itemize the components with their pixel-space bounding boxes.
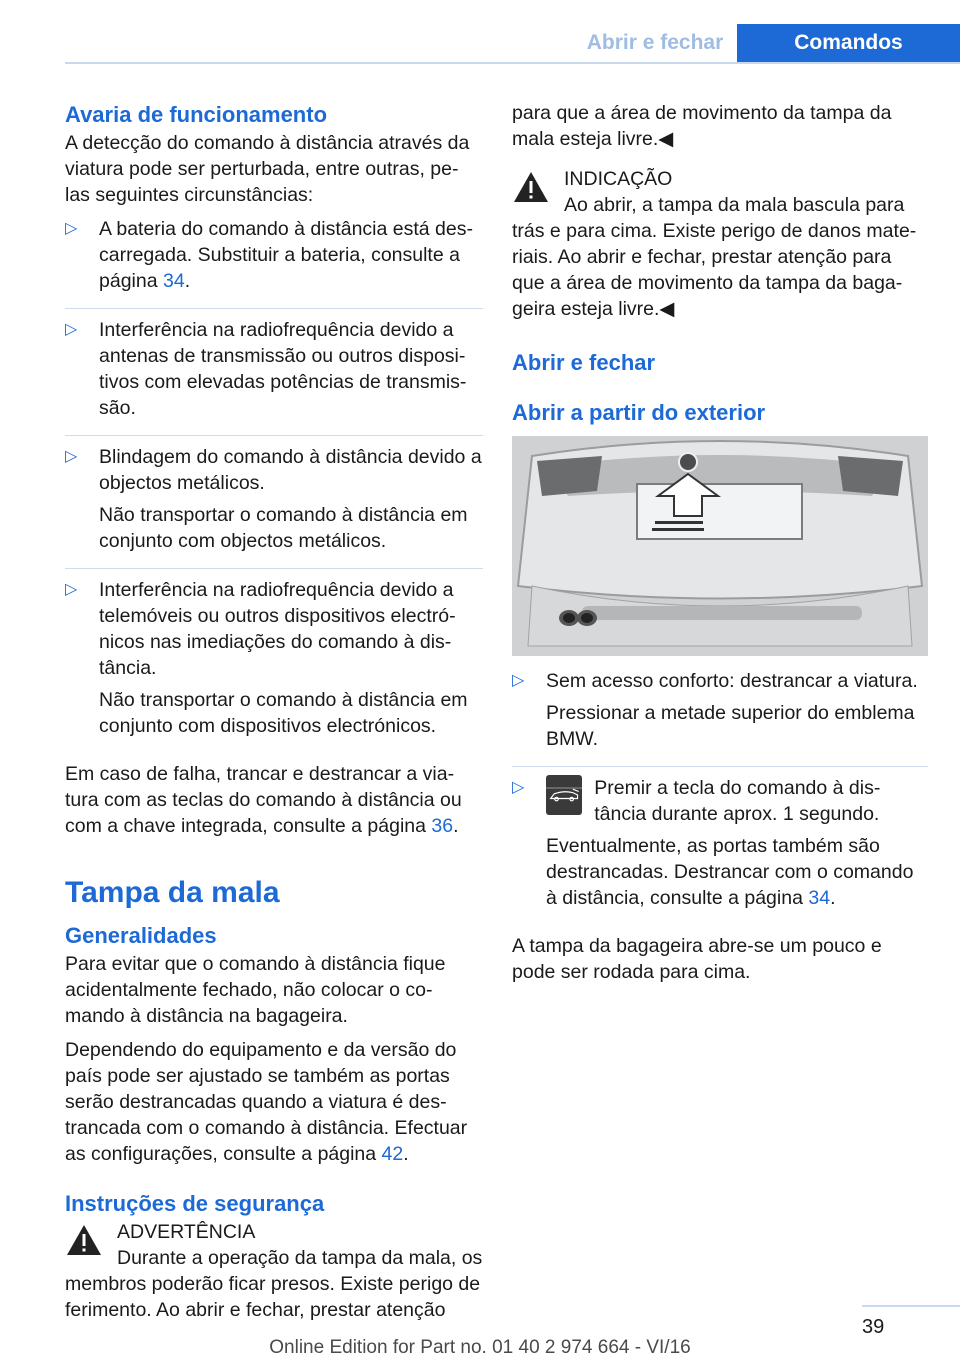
triangle-bullet-icon: ▷ [65, 321, 78, 338]
warning-box [65, 1219, 483, 1323]
warning-triangle-icon [512, 170, 550, 204]
page-link[interactable]: 34 [808, 887, 831, 909]
list-item: ▷ Interferência na radiofrequência devido a antenas de transmissão ou outros disposi-tivos com elevadas potências de transmis-são. [65, 317, 483, 436]
car-trunk-key-icon [546, 775, 582, 815]
car-trunk-photo [512, 436, 928, 656]
header-rule [65, 62, 960, 64]
warning-triangle-icon [65, 1223, 103, 1257]
footer-edition: Online Edition for Part no. 01 40 2 974 664 - VI/16 [269, 1337, 691, 1358]
opening-list [512, 668, 928, 925]
list-item: ▷ Blindagem do comando à distância devido a objectos metálicos. Não transportar o comando à distância em conjunto com objectos metálicos. [65, 444, 483, 569]
page-number: 39 [862, 1316, 885, 1338]
heading-seguranca: Instruções de segurança [65, 1191, 325, 1216]
note-title: INDICAÇÃO [564, 168, 673, 190]
tab-chapter[interactable]: Comandos [737, 24, 960, 62]
warning-text: Durante a operação da tampa da mala, os membros poderão ficar presos. Existe perigo de ferimento. Ao abrir e fechar, prestar atenção [65, 1247, 483, 1321]
paragraph-generalidades-2: Dependendo do equipamento e da versão do país pode ser ajustado se também as portas serão destrancadas quando a viatura é des-trancada com o comando à distância. Efectuar as configurações, consulte a página 42. [65, 1039, 468, 1165]
page-link[interactable]: 42 [381, 1143, 404, 1165]
list-item: ▷ A bateria do comando à distância está des-carregada. Substituir a bateria, consulte a página 34. [65, 216, 483, 309]
heading-avaria: Avaria de funcionamento [65, 102, 328, 127]
paragraph-falha: Em caso de falha, trancar e destrancar a via-tura com as teclas do comando à distância ou com a chave integrada, consulte a página 36. [65, 763, 462, 837]
note-box [512, 166, 928, 322]
triangle-bullet-icon: ▷ [65, 220, 78, 237]
triangle-bullet-icon: ▷ [512, 779, 525, 796]
tab-section[interactable]: Abrir e fechar [586, 31, 724, 54]
avaria-list [65, 216, 483, 753]
heading-tampa: Tampa da mala [65, 876, 280, 909]
triangle-bullet-icon: ▷ [65, 448, 78, 465]
note-text: Ao abrir, a tampa da mala bascula para trás e para cima. Existe perigo de danos mate-riais. Ao abrir e fechar, prestar atenção para que a área de movimento da tampa da baga-geira esteja livre.◀ [512, 194, 917, 320]
triangle-bullet-icon: ▷ [65, 581, 78, 598]
triangle-bullet-icon: ▷ [512, 672, 525, 689]
list-item: ▷ Premir a tecla do comando à dis-tância durante aprox. 1 segundo. Eventualmente, as portas também são destrancadas. Destrancar com o comando à distância, consulte a página 34. [512, 777, 914, 909]
paragraph-avaria: A detecção do comando à distância através da viatura pode ser perturbada, entre outras, pe-las seguintes circunstâncias: [65, 132, 470, 206]
heading-exterior: Abrir a partir do exterior [512, 400, 766, 425]
list-item: ▷ Interferência na radiofrequência devido a telemóveis ou outros dispositivos electró-nicos nas imediações do comando à dis-tância. Não transportar o comando à distância em conjunto com dispositivos electrónicos. [65, 579, 468, 737]
left-column [65, 100, 483, 1331]
paragraph-generalidades-1: Para evitar que o comando à distância fique acidentalmente fechado, não colocar o co-mando à distância na bagageira. [65, 953, 446, 1027]
page-link[interactable]: 34 [162, 270, 185, 292]
paragraph-continued: para que a área de movimento da tampa da mala esteja livre.◀ [512, 102, 892, 150]
heading-generalidades: Generalidades [65, 923, 217, 948]
list-item: ▷ Sem acesso conforto: destrancar a viatura. Pressionar a metade superior do emblema BMW. [512, 668, 928, 767]
warning-title: ADVERTÊNCIA [117, 1221, 256, 1243]
paragraph-final: A tampa da bagageira abre-se um pouco e pode ser rodada para cima. [512, 935, 882, 983]
heading-abrir: Abrir e fechar [512, 350, 656, 375]
page-link[interactable]: 36 [431, 815, 454, 837]
right-column [512, 100, 928, 993]
footer-rule [862, 1305, 960, 1307]
